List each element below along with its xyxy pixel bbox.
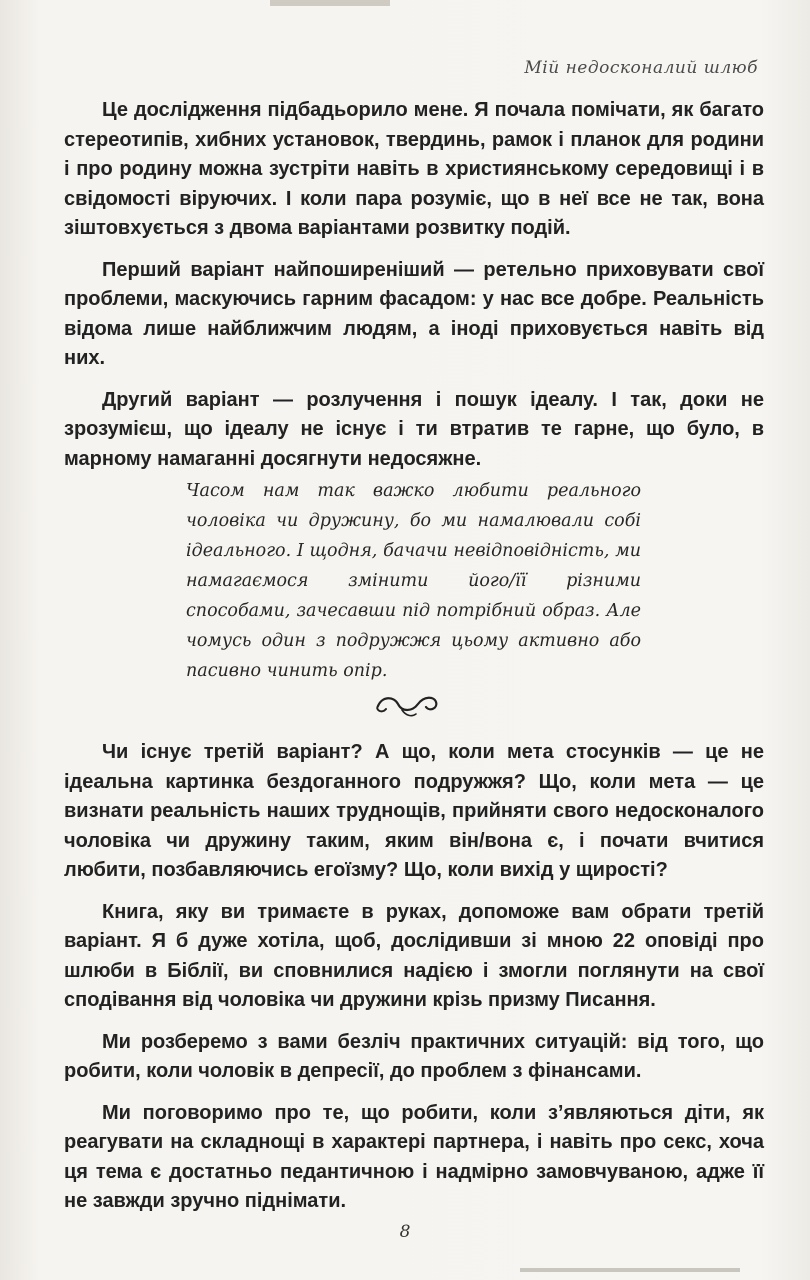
running-head: Мій недосконалий шлюб — [524, 58, 758, 78]
page-number: 8 — [399, 1222, 411, 1242]
paragraph: Перший варіант найпоширеніший — ретельно приховувати свої проблеми, маскуючись гарним фасадом: у нас все добре. Реальність відома лише найближчим людям, а іноді приховується навіть від них. — [64, 258, 764, 369]
paragraph: Це дослідження підбадьорило мене. Я почала помічати, як багато стереотипів, хибних установок, твердинь, рамок і планок для родини і про родину можна зустріти навіть в християнському середовищі і в свідомості віруючих. І коли пара розуміє, що в неї все не так, вона зіштовхується з двома варіантами розвитку подій. — [64, 99, 764, 239]
pull-quote: Часом нам так важко любити реального чоловіка чи дружину, бо ми намалювали собі ідеального. І щодня, бачачи невідповідність, ми намагаємося змінити його/її різними способами, зачесавши під потрібний образ. Але чомусь один з подружжя цьому активно або пасивно чинить опір. — [186, 481, 641, 681]
paragraph: Чи існує третій варіант? А що, коли мета стосунків — це не ідеальна картинка бездоганного подружжя? Що, коли мета — це визнати реальність наших труднощів, прийняти свого недосконалого чоловіка чи дружину таким, яким він/вона є, і почати вчитися любити, позбавляючись егоїзму? Що, коли вихід у щирості? — [64, 741, 764, 881]
text-block-bottom — [64, 738, 764, 1229]
paragraph: Другий варіант — розлучення і пошук ідеалу. І так, доки не зрозумієш, що ідеалу не існує і ти втратив те гарне, що було, в марному намаганні досягнути недосяжне. — [64, 388, 764, 470]
page-edge-top — [270, 0, 390, 6]
text-block-top — [64, 96, 764, 486]
paragraph: Ми поговоримо про те, що робити, коли з’являються діти, як реагувати на складнощі в характері партнера, і навіть про секс, хоча ця тема є достатньо педантичною і надмірно замовчуваною, адже її не завжди зручно піднімати. — [64, 1101, 764, 1212]
page-edge-bottom — [520, 1268, 740, 1272]
paragraph: Ми розберемо з вами безліч практичних ситуацій: від того, що робити, коли чоловік в депресії, до проблем з фінансами. — [64, 1030, 764, 1082]
flourish-ornament-icon — [372, 686, 442, 720]
paragraph: Книга, яку ви тримаєте в руках, допоможе вам обрати третій варіант. Я б дуже хотіла, щоб, дослідивши зі мною 22 оповіді про шлюби в Біблії, ви сповнилися надією і змогли поглянути на свої сподівання від чоловіка чи дружини крізь призму Писання. — [64, 900, 764, 1011]
